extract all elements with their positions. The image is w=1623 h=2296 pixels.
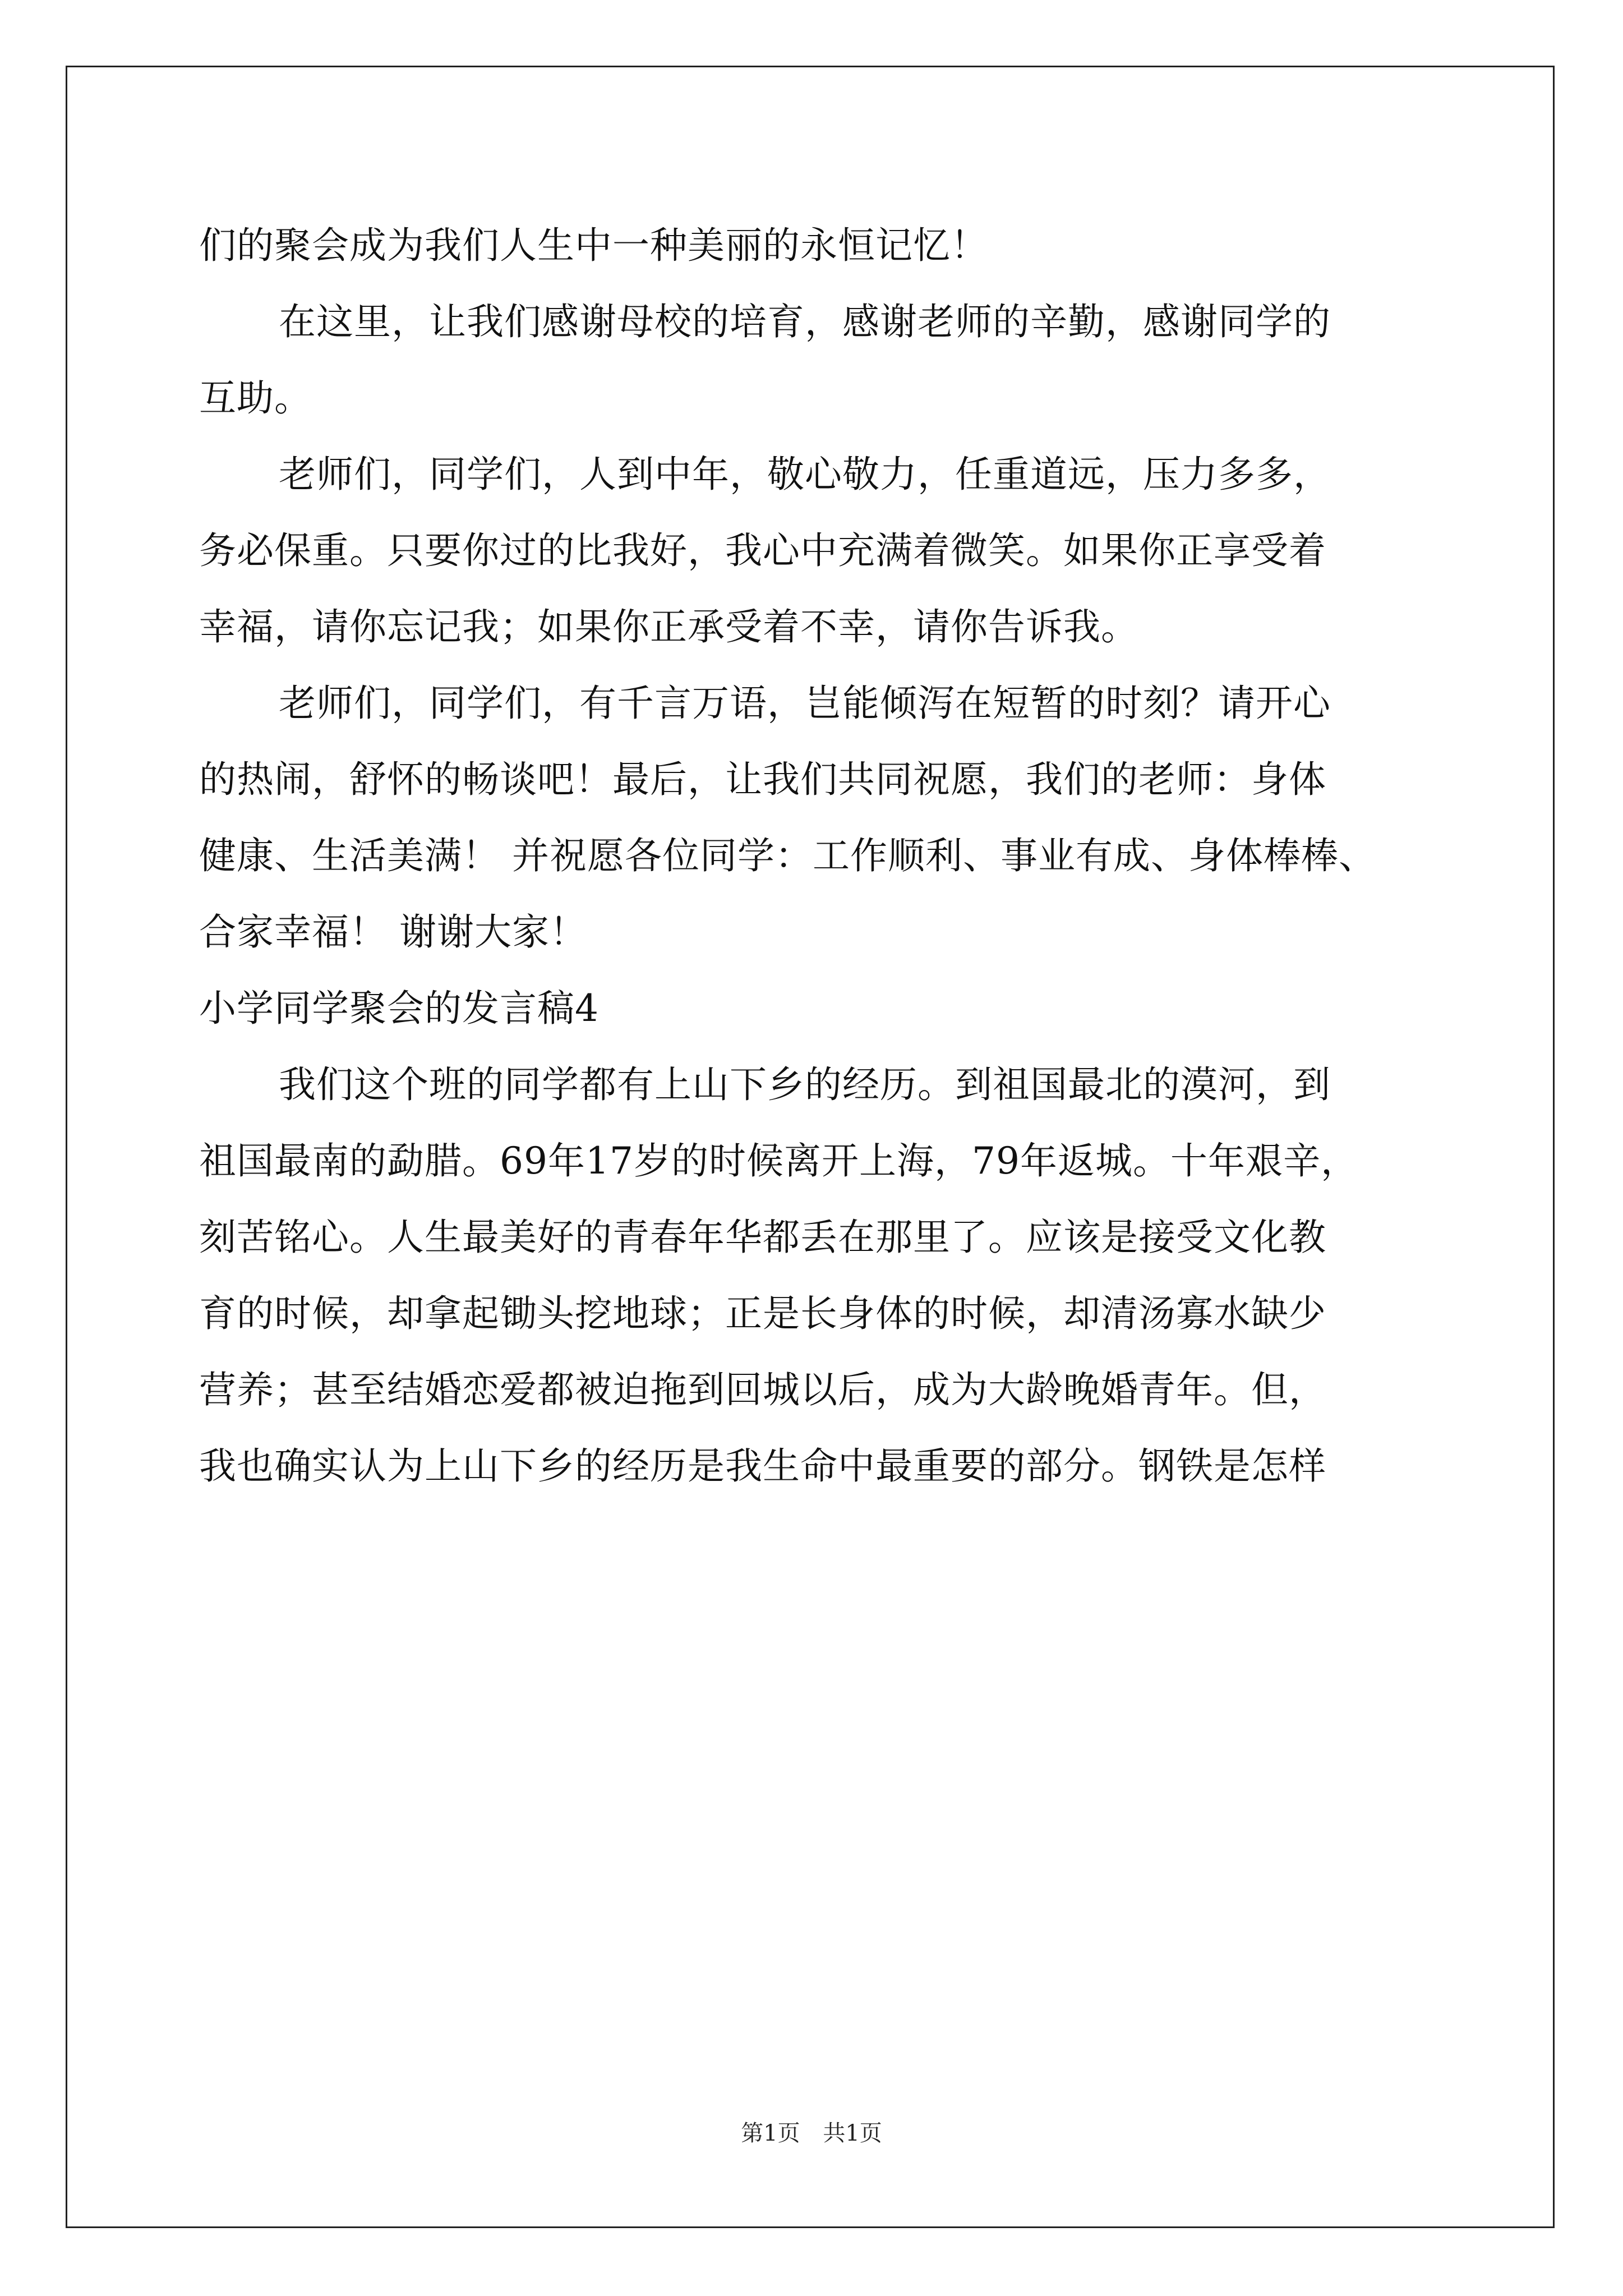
text-line: 老师们，同学们，人到中年，敬心敬力，任重道远，压力多多，	[279, 453, 1331, 496]
text-line: 我也确实认为上山下乡的经历是我生命中最重要的部分。钢铁是怎样	[199, 1444, 1326, 1488]
text-line: 们的聚会成为我们人生中一种美丽的永恒记忆！	[199, 224, 988, 267]
document-body	[199, 208, 1455, 1504]
text-line: 的热闹，舒怀的畅谈吧！最后，让我们共同祝愿，我们的老师：身体	[199, 758, 1326, 801]
text-line: 合家幸福！ 谢谢大家！	[199, 910, 587, 954]
text-line: 务必保重。只要你过的比我好，我心中充满着微笑。如果你正享受着	[199, 529, 1326, 572]
text-line: 在这里，让我们感谢母校的培育，感谢老师的辛勤，感谢同学的	[279, 300, 1331, 343]
text-line: 刻苦铭心。人生最美好的青春年华都丢在那里了。应该是接受文化教	[199, 1216, 1326, 1259]
text-line: 互助。	[199, 376, 312, 420]
text-line: 老师们，同学们，有千言万语，岂能倾泻在短暂的时刻？请开心	[279, 682, 1331, 725]
text-line: 健康、生活美满！ 并祝愿各位同学：工作顺利、事业有成、身体棒棒、	[199, 834, 1376, 877]
text-line: 我们这个班的同学都有上山下乡的经历。到祖国最北的漠河，到	[279, 1063, 1331, 1106]
text-line: 祖国最南的勐腊。69年17岁的时候离开上海，79年返城。十年艰辛，	[199, 1139, 1358, 1182]
text-line: 营养；甚至结婚恋爱都被迫拖到回城以后，成为大龄晚婚青年。但，	[199, 1368, 1326, 1411]
section-heading: 小学同学聚会的发言稿4	[199, 987, 599, 1030]
page-footer	[0, 2119, 1623, 2147]
page-number: 第1页	[741, 2120, 800, 2146]
text-line: 育的时候，却拿起锄头挖地球；正是长身体的时候，却清汤寡水缺少	[199, 1292, 1326, 1335]
text-line: 幸福，请你忘记我；如果你正承受着不幸，请你告诉我。	[199, 605, 1138, 648]
page-total: 共1页	[823, 2120, 882, 2146]
